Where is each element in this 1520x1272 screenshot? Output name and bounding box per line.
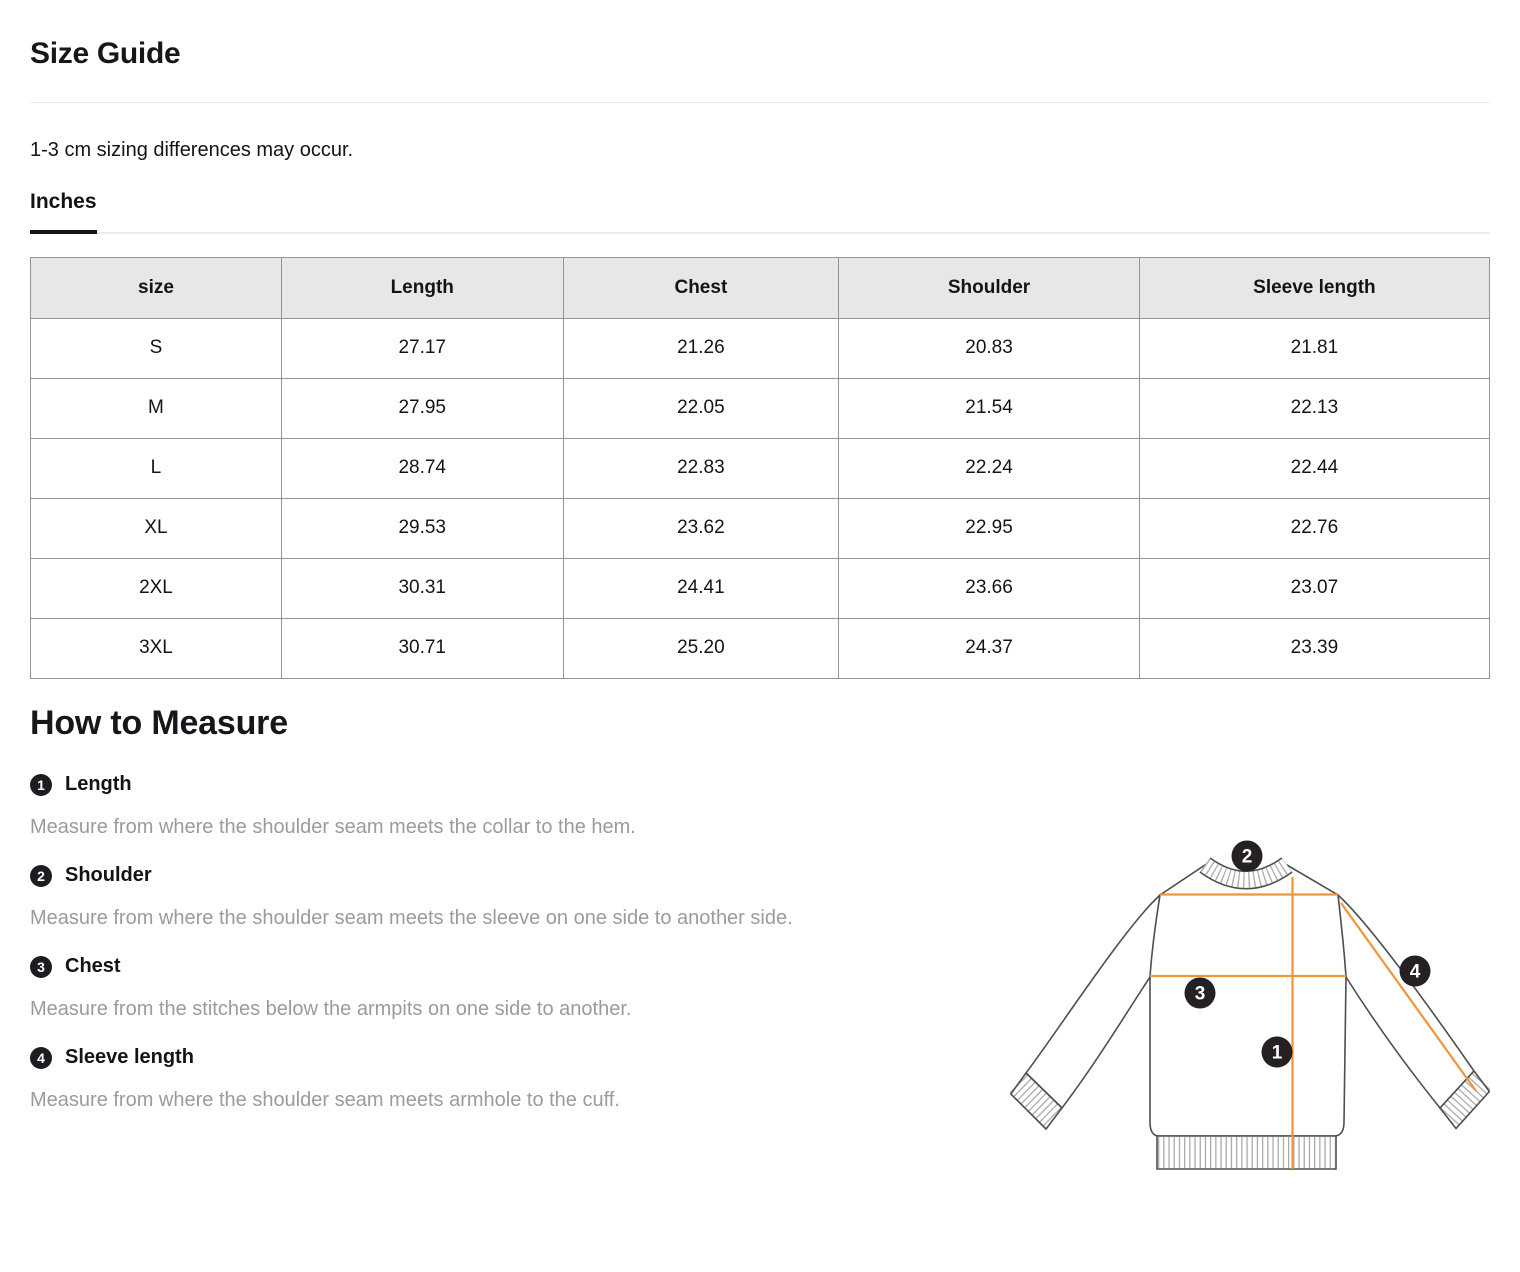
tab-inches[interactable]: Inches <box>30 190 97 234</box>
value-cell: 27.17 <box>281 318 563 378</box>
value-cell: 21.81 <box>1139 318 1489 378</box>
left-sleeve <box>1026 895 1160 1108</box>
column-header-sleeve-length: Sleeve length <box>1139 257 1489 318</box>
value-cell: 29.53 <box>281 498 563 558</box>
column-header-size: size <box>31 257 282 318</box>
number-badge-icon: 3 <box>30 956 52 978</box>
size-cell: XL <box>31 498 282 558</box>
size-table <box>30 257 1490 679</box>
value-cell: 21.26 <box>563 318 839 378</box>
measure-item-description: Measure from the stitches below the armpits on one side to another. <box>30 998 632 1021</box>
measure-item-label: Chest <box>65 955 121 978</box>
table-header-row <box>31 257 1490 318</box>
column-header-length: Length <box>281 257 563 318</box>
table-row <box>31 378 1490 438</box>
value-cell: 28.74 <box>281 438 563 498</box>
value-cell: 21.54 <box>839 378 1140 438</box>
value-cell: 23.66 <box>839 558 1140 618</box>
value-cell: 22.24 <box>839 438 1140 498</box>
value-cell: 24.37 <box>839 618 1140 678</box>
number-badge-icon: 1 <box>30 774 52 796</box>
section-title: How to Measure <box>30 703 288 742</box>
value-cell: 23.07 <box>1139 558 1489 618</box>
value-cell: 22.95 <box>839 498 1140 558</box>
how-to-measure-section <box>30 679 1490 1245</box>
size-cell: 3XL <box>31 618 282 678</box>
diagram-badge-4-label: 4 <box>1409 961 1421 982</box>
sizing-note: 1-3 cm sizing differences may occur. <box>30 138 354 161</box>
value-cell: 22.13 <box>1139 378 1489 438</box>
table-row <box>31 318 1490 378</box>
value-cell: 30.71 <box>281 618 563 678</box>
size-cell: 2XL <box>31 558 282 618</box>
table-row <box>31 498 1490 558</box>
column-header-chest: Chest <box>563 257 839 318</box>
page-title: Size Guide <box>30 37 181 70</box>
table-row <box>31 618 1490 678</box>
value-cell: 25.20 <box>563 618 839 678</box>
number-badge-icon: 4 <box>30 1047 52 1069</box>
value-cell: 22.76 <box>1139 498 1489 558</box>
size-cell: M <box>31 378 282 438</box>
measure-item-label: Length <box>65 773 132 796</box>
value-cell: 22.44 <box>1139 438 1489 498</box>
measure-item-description: Measure from where the shoulder seam meets armhole to the cuff. <box>30 1089 620 1112</box>
diagram-badge-2-label: 2 <box>1241 846 1253 867</box>
table-row <box>31 438 1490 498</box>
value-cell: 23.62 <box>563 498 839 558</box>
sweater-body <box>1150 865 1346 1136</box>
header-divider <box>30 102 1490 103</box>
measure-item-length <box>30 773 1490 796</box>
number-badge-icon: 2 <box>30 865 52 887</box>
value-cell: 22.05 <box>563 378 839 438</box>
sweater-measurement-diagram-icon <box>1010 825 1490 1220</box>
size-cell: L <box>31 438 282 498</box>
column-header-shoulder: Shoulder <box>839 257 1140 318</box>
value-cell: 23.39 <box>1139 618 1489 678</box>
measure-item-description: Measure from where the shoulder seam meets the collar to the hem. <box>30 816 636 839</box>
value-cell: 20.83 <box>839 318 1140 378</box>
measure-item-label: Sleeve length <box>65 1046 194 1069</box>
table-row <box>31 558 1490 618</box>
measure-item-label: Shoulder <box>65 864 152 887</box>
measure-item-description: Measure from where the shoulder seam meets the sleeve on one side to another side. <box>30 907 793 930</box>
diagram-badge-3-label: 3 <box>1194 983 1206 1004</box>
unit-tabbar <box>30 190 1490 234</box>
value-cell: 22.83 <box>563 438 839 498</box>
value-cell: 27.95 <box>281 378 563 438</box>
diagram-badge-1-label: 1 <box>1271 1042 1283 1063</box>
value-cell: 30.31 <box>281 558 563 618</box>
value-cell: 24.41 <box>563 558 839 618</box>
size-cell: S <box>31 318 282 378</box>
